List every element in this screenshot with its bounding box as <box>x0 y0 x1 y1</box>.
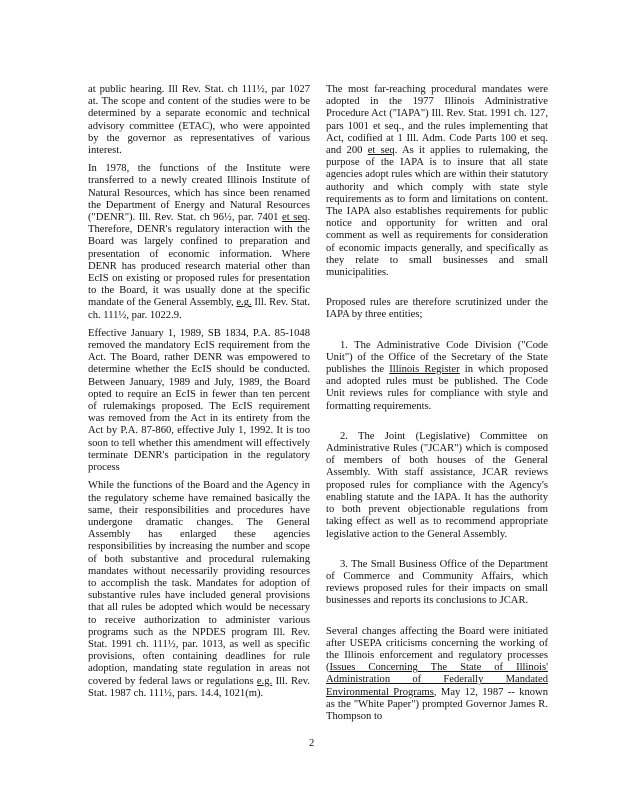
citation-et-seq: et seq <box>282 212 308 224</box>
text: While the functions of the Board and the Agency in the regulatory scheme have remained basically the same, their responsibilities and procedures have undergone dramatic changes. The General Assembly has enlarged these agencies responsibilities by increasing the number and scope of both substantive and procedural rulemaking mandates without necessarily providing resources to accomplish the task. Mandates for adoption of substantive rules have included general provisions that all rules be adopted which would be necessary to receive authorization to administer various programs such as the NPDES program Ill. Rev. Stat. 1991 ch. 111½, par. 1013, as well as specific provisions, often containing deadlines for rule adoption, mandating state regulation in areas not covered by federal laws or regulations <box>88 480 310 687</box>
paragraph-three-entities <box>326 297 548 321</box>
text: 3. The Small Business Office of the Department of Commerce and Community Affairs, which reviews proposed rules for their impacts on small businesses and reports its conclusions to JCAR. <box>326 558 548 607</box>
text: , May 12, 1987 -- known as the "White Paper") prompted Governor James R. Thompson to <box>326 686 548 722</box>
text: Ill. Rev. Stat. 1987 ch. 111½, pars. 14.4, 1021(m). <box>88 675 310 699</box>
text: 2. The Joint (Legislative) Committee on Administrative Rules ("JCAR") which is composed of members of both houses of the General Assembly. With staff assistance, JCAR reviews proposed rules for compliance with the Agency's enabling statute and the IAPA. It has the authority to both prevent objectionable regulations from taking effect as well as to recommend appropriate legislative action to the General Assembly. <box>326 430 548 540</box>
citation-et-seq: et seq <box>367 145 395 157</box>
list-item-code-unit <box>326 340 548 413</box>
left-column <box>88 84 310 700</box>
paragraph-usepa-changes <box>326 626 548 724</box>
list-item-small-business-office <box>326 559 548 608</box>
paragraph-public-hearing <box>88 84 310 157</box>
right-column <box>326 84 548 723</box>
text: Ill. Rev. Stat. ch. 111½, par. 1022.9. <box>88 297 310 321</box>
text: at public hearing. Ill Rev. Stat. ch 111½, par 1027 at. The scope and content of the studies were to be determined by a separate economic and technical advisory committee (ETAC), who were appointed by the governor as representatives of various interest. <box>88 84 310 157</box>
citation-eg: e.g. <box>256 675 273 687</box>
text: Several changes affecting the Board were initiated after USEPA criticisms concerning the working of the Illinois enforcement and regulatory processes ( <box>326 625 548 674</box>
text: Proposed rules are therefore scrutinized under the IAPA by three entities; <box>326 297 548 321</box>
text: . Therefore, DENR's regulatory interaction with the Board was largely confined to preparation and presentation of economic information. Where DENR has produced research material other than EcIS on existing or proposed rules for presentation to the Board, it was usually done at the specific mandate of the General Assembly, <box>88 212 311 309</box>
citation-eg: e.g. <box>236 297 252 309</box>
paragraph-effective-1989 <box>88 328 310 474</box>
text: . As it applies to rulemaking, the purpose of the IAPA is to insure that all state agencies adopt rules which are within their statutory authority and which comply with state style requirements as to form and limitations on content. The IAPA also establishes requirements for public notice and opportunity for written and oral comment as well as requirements for consideration of economic impacts generally, and specifically as they relate to small businesses and small municipalities. <box>326 145 548 279</box>
title-white-paper: Issues Concerning The State of Illinois' Administration of Federally Mandated Environmental Programs <box>326 662 548 698</box>
text: Effective January 1, 1989, SB 1834, P.A. 85-1048 removed the mandatory EcIS requirement from the Act. The Board, rather DENR was empowered to determine whether the EcIS should be conducted. Between January, 1989 and July, 1989, the Board opted to require an EcIS in fewer than ten percent of rulemakings proposed. The EcIS requirement was removed from the Act in its entirety from the Act by P.A. 87-860, effective July 1, 1992. It is too soon to tell whether this amendment will effectively terminate DENR's participation in the regulatory process <box>88 327 310 474</box>
list-item-jcar <box>326 431 548 541</box>
text: The most far-reaching procedural mandates were adopted in the 1977 Illinois Administrative Procedure Act ("IAPA") Ill. Rev. Stat. 1991 ch. 127, pars 1001 et seq., and the rules implementing that Act, codified at 1 Ill. Adm. Code Parts 100 et seq. and 200 <box>326 84 548 157</box>
text: 1. The Administrative Code Division ("Code Unit") of the Office of the Secretary of the State publishes the <box>326 339 548 376</box>
paragraph-denr-transfer <box>88 163 310 322</box>
text: In 1978, the functions of the Institute were transferred to a newly created Illinois Institute of Natural Resources, which has since been renamed the Department of Energy and Natural Resources ("DENR"). Ill. Rev. Stat. ch 96½, par. 7401 <box>88 163 310 224</box>
paragraph-iapa-mandates <box>326 84 548 279</box>
text: in which proposed and adopted rules must be published. The Code Unit reviews rules for compliance with style and formatting requirements. <box>326 364 548 412</box>
title-illinois-register: Illinois Register <box>389 364 460 376</box>
page-number: 2 <box>309 738 315 749</box>
paragraph-board-agency-functions <box>88 480 310 700</box>
